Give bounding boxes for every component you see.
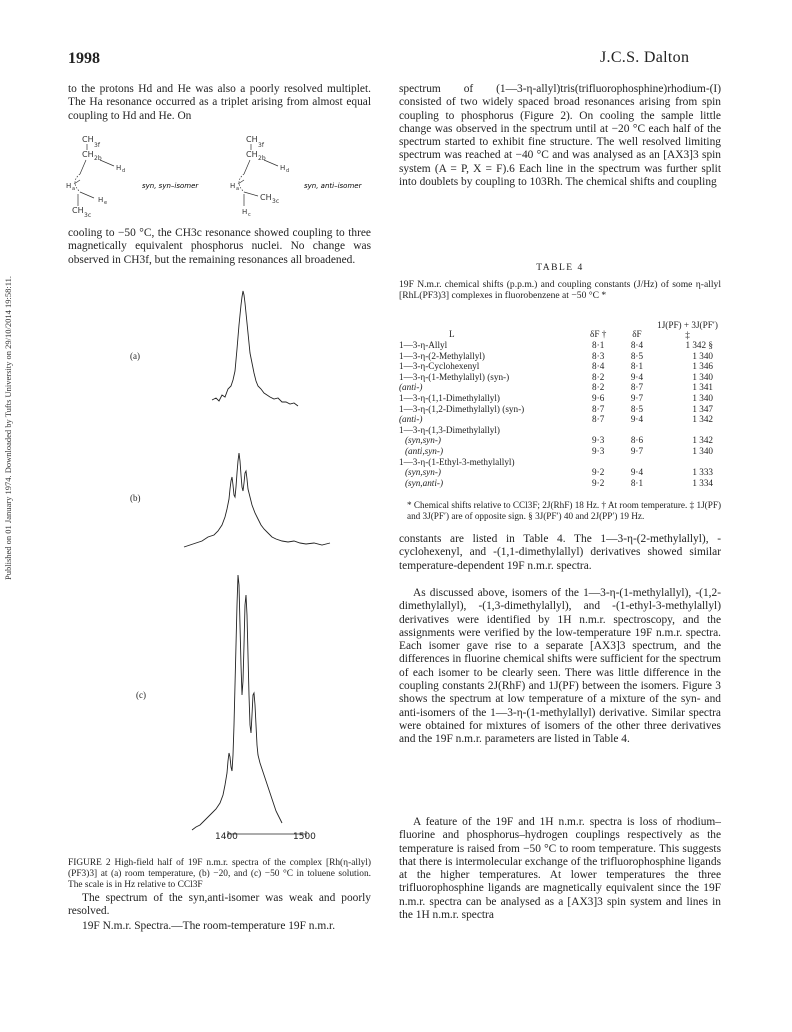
table-cell-l: 1—3-η-(2-Methylallyl) (399, 350, 485, 361)
table-cell-c (656, 425, 719, 436)
table-cell-l: 1—3-η-Cyclohexenyl (399, 361, 480, 372)
table-cell-c: 1 334 (692, 477, 713, 488)
table-cell-c: 1 340 (692, 445, 713, 456)
table-4-footnote: * Chemical shifts relative to CCl3F; 2J(RhF) 18 Hz. † At room temperature. ‡ 1J(PF) and 3J(PF′) are of opposite sign. § 3J(PF′) 40 and 2J(PP′) 19 Hz. (407, 500, 721, 521)
table-cell-b: 8·5 (630, 350, 644, 361)
table-cell-l: (syn,anti-) (405, 477, 444, 488)
table-row (399, 351, 719, 362)
spectrum-c-trace (192, 575, 282, 830)
table-row (399, 435, 719, 446)
table-row (399, 361, 719, 372)
syn-anti-structure (230, 135, 289, 218)
table-cell-l: 1—3-η-(1,1-Dimethylallyl) (399, 392, 500, 403)
col-header-jpf: 1J(PF) + 3J(PF′) ‡ (657, 320, 718, 340)
table-cell-c: 1 347 (692, 403, 713, 414)
svg-text:3c: 3c (272, 198, 280, 205)
left-paragraph-3: The spectrum of the syn,anti-isomer was weak and poorly resolved. (68, 892, 371, 918)
table-cell-a: 9·3 (592, 445, 605, 456)
table-row (399, 382, 719, 393)
spectrum-a-trace (212, 291, 298, 406)
svg-text:CH: CH (82, 150, 94, 159)
table-cell-l: (anti-) (399, 414, 423, 425)
table-cell-l: 1—3-η-(1,3-Dimethylallyl) (399, 424, 500, 435)
svg-text:CH: CH (260, 193, 272, 202)
running-head: J.C.S. Dalton (600, 49, 690, 66)
table-cell-c: 1 342 (692, 435, 713, 446)
table-4-caption: 19F N.m.r. chemical shifts (p.p.m.) and coupling constants (J/Hz) of some η-allyl [RhL(PF3)3] complexes in fluorobenzene at −50 °C * (399, 279, 721, 302)
table-cell-a (579, 457, 618, 468)
table-row (399, 414, 719, 425)
svg-text:3c: 3c (84, 212, 92, 219)
spectrum-label-c: (c) (136, 690, 146, 700)
table-row (399, 393, 719, 404)
right-paragraph-2: constants are listed in Table 4. The 1—3-η-(2-methylallyl), -cyclohexenyl, and -(1,1-dimethylallyl) derivatives showed similar temperature-dependent 19F n.m.r. spectra. (399, 533, 721, 572)
table-cell-b: 9·4 (630, 371, 644, 382)
isomer-structures (66, 130, 386, 220)
table-row (399, 404, 719, 415)
svg-text:a: a (72, 186, 76, 192)
table-cell-l: (syn,syn-) (405, 467, 441, 478)
page-number: 1998 (68, 50, 100, 67)
table-cell-l: 1—3-η-(1,2-Dimethylallyl) (syn-) (399, 403, 525, 414)
svg-text:2b: 2b (94, 155, 102, 162)
axis-tick-1500: 1500 (293, 832, 316, 842)
col-header-df-rt: δF † (590, 329, 607, 340)
svg-text:H: H (116, 164, 122, 172)
table-cell-c: 1 342 (692, 414, 713, 425)
svg-text:c: c (248, 212, 251, 218)
right-paragraph-4: A feature of the 19F and 1H n.m.r. spectra is loss of rhodium–fluorine and phosphorus–hydrogen couplings respectively as the temperature is raised from −50 °C to room temperature. This suggests that there is intermolecular exchange of the trifluorophosphine ligands at the higher temperatures. At lower temperatures the three trifluorophosphine ligands are magnetically equivalent since the 19F n.m.r. spectra can be analysed as a [AX3]3 spin system and lines in the 1H n.m.r. spectra (399, 816, 721, 922)
table-cell-a: 8·2 (592, 371, 605, 382)
svg-text:H: H (280, 164, 286, 172)
spectrum-label-b: (b) (130, 493, 141, 503)
table-cell-l: (anti-) (399, 382, 423, 393)
table-cell-l: 1—3-η-(1-Ethyl-3-methylallyl) (399, 456, 515, 467)
table-cell-a: 9·2 (592, 467, 605, 478)
svg-text:3f: 3f (258, 142, 264, 149)
svg-text:CH: CH (246, 150, 258, 159)
table-cell-b: 8·5 (630, 403, 644, 414)
svg-text:3f: 3f (94, 142, 100, 149)
svg-text:CH: CH (82, 135, 94, 144)
syn-syn-structure (66, 135, 125, 219)
table-4-body (399, 340, 719, 488)
svg-text:H: H (66, 182, 72, 190)
table-cell-a: 8·4 (592, 361, 605, 372)
svg-text:CH: CH (72, 206, 84, 215)
table-cell-b: 8·6 (630, 435, 644, 446)
left-paragraph-4: 19F N.m.r. Spectra.—The room-temperature 19F n.m.r. (82, 920, 336, 932)
svg-text:a: a (236, 186, 240, 192)
table-cell-c: 1 340 (692, 350, 713, 361)
table-cell-a: 9·3 (592, 435, 605, 446)
svg-text:H: H (98, 196, 104, 204)
axis-tick-1400: 1400 (215, 832, 238, 842)
table-cell-l: (syn,syn-) (405, 435, 441, 446)
table-cell-b: 8·1 (630, 361, 644, 372)
table-cell-l: 1—3-η-(1-Methylallyl) (syn-) (399, 371, 510, 382)
table-cell-b: 9·7 (630, 392, 644, 403)
table-cell-c: 1 346 (692, 361, 713, 372)
svg-text:H: H (242, 208, 248, 216)
table-cell-a: 8·1 (592, 340, 605, 350)
table-cell-c: 1 341 (692, 382, 713, 393)
table-cell-a: 9·2 (592, 477, 605, 488)
table-cell-a (579, 425, 618, 436)
table-cell-b: 8·1 (630, 477, 644, 488)
table-cell-c (656, 457, 719, 468)
table-cell-c: 1 340 (692, 392, 713, 403)
table-4-title: TABLE 4 (536, 263, 584, 273)
table-cell-b: 9·4 (630, 467, 644, 478)
left-paragraph-1: to the protons Hd and He was also a poorly resolved multiplet. The Ha resonance occurred as a triplet arising from almost equal coupling to Hd and He. On (68, 83, 371, 122)
table-cell-a: 9·6 (592, 392, 605, 403)
table-row (399, 425, 719, 436)
svg-text:d: d (286, 168, 290, 174)
table-row (399, 478, 719, 489)
table-cell-b: 9·4 (630, 414, 644, 425)
table-cell-l: (anti,syn-) (405, 445, 444, 456)
table-header-row (399, 320, 719, 340)
svg-text:2b: 2b (258, 155, 266, 162)
download-sidebar-note (3, 240, 17, 580)
table-cell-b: 9·7 (630, 445, 644, 456)
table-cell-a: 8·7 (592, 414, 605, 425)
figure-2-caption: FIGURE 2 High-field half of 19F n.m.r. spectra of the complex [Rh(η-allyl)(PF3)3] at (a) room temperature, (b) −20, and (c) −50 °C in toluene solution. The scale is in Hz relative to CCl3F (68, 858, 371, 891)
table-cell-c: 1 333 (692, 467, 713, 478)
sidebar-note-text: Published on 01 January 1974. Downloaded by Tufts University on 29/10/2014 19:58:11. (3, 275, 13, 580)
left-paragraph-2: cooling to −50 °C, the CH3c resonance showed coupling to three magnetically equivalent phosphorus nuclei. No change was observed in CH3f, but the remaining resonances all broadened. (68, 227, 371, 266)
table-cell-c: 1 342 § (685, 340, 713, 350)
spectrum-label-a: (a) (130, 351, 140, 361)
col-header-df: δF (632, 329, 642, 340)
right-paragraph-3: As discussed above, isomers of the 1—3-η-(1-methylallyl), -(1,2-dimethylallyl), -(1,3-dimethylallyl), and -(1-ethyl-3-methylallyl) derivatives were identified by 1H n.m.r. spectroscopy, and the assignments were verified by the low-temperature 19F n.m.r. spectra. Each isomer gave rise to a separate [AX3]3 spectrum, and the differences in fluorine chemical shifts were sufficient for the spectrum of each isomer to be clearly seen. There was little difference in the coupling constants 2J(RhF) and 1J(PF) between the isomers. Figure 3 shows the spectrum at low temperature of a mixture of the syn- and anti-isomers of the 1—3-η-(1-methylallyl) derivative. Similar spectra were obtained for mixtures of isomers of the other three derivatives and the 19F n.m.r. parameters are listed in Table 4. (399, 587, 721, 746)
table-cell-c: 1 340 (692, 371, 713, 382)
table-row (399, 372, 719, 383)
nmr-spectra-figure (170, 285, 370, 845)
table-cell-a: 8·2 (592, 382, 605, 393)
table-row (399, 467, 719, 478)
right-paragraph-1: spectrum of (1—3-η-allyl)tris(trifluorophosphine)rhodium-(I) consisted of two widely spaced broad resonances arising from spin coupling to phosphorus (Figure 2). On cooling the sample little change was observed in the spectrum until at −20 °C each half of the spectrum started to exhibit fine structure. The well resolved limiting spectrum was reached at −40 °C and was analysed as an [AX3]3 spin system (A = P, X = F).6 Each line in the spectrum was further split into doublets by coupling to 103Rh. The chemical shifts and coupling (399, 83, 721, 189)
table-4 (399, 320, 721, 488)
svg-text:CH: CH (246, 135, 258, 144)
table-cell-b (618, 457, 656, 468)
syn-syn-label: syn, syn–isomer (142, 182, 199, 190)
table-row (399, 340, 719, 351)
syn-anti-label: syn, anti–isomer (304, 182, 362, 190)
table-cell-b: 8·7 (630, 382, 644, 393)
table-row (399, 457, 719, 468)
table-cell-l: 1—3-η-Allyl (399, 340, 448, 350)
table-cell-a: 8·3 (592, 350, 605, 361)
svg-text:e: e (104, 200, 108, 206)
col-header-l: L (449, 329, 455, 340)
table-cell-b (618, 425, 656, 436)
table-row (399, 446, 719, 457)
table-cell-a: 8·7 (592, 403, 605, 414)
spectrum-b-trace (184, 453, 330, 547)
svg-text:d: d (122, 168, 126, 174)
svg-text:H: H (230, 182, 236, 190)
table-cell-b: 8·4 (630, 340, 644, 350)
